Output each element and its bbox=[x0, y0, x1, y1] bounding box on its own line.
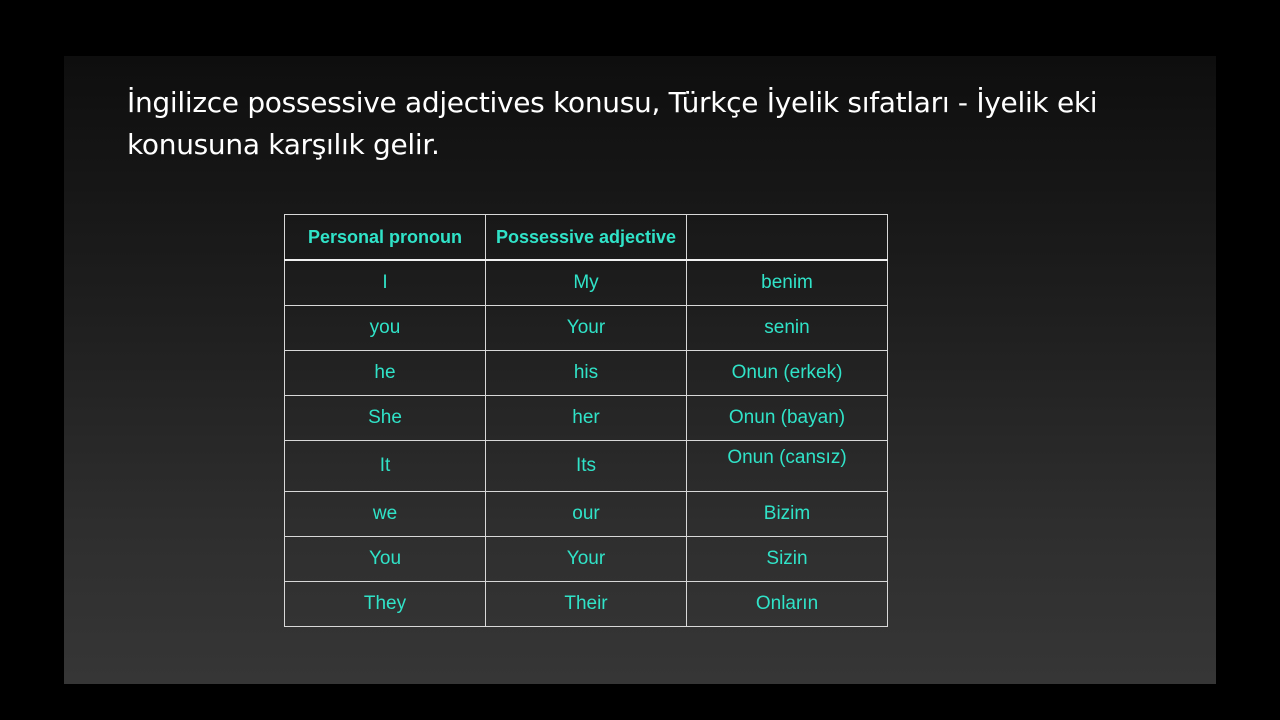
slide bbox=[64, 56, 1216, 684]
cell-possessive: Their bbox=[486, 582, 687, 627]
cell-pronoun: They bbox=[285, 582, 486, 627]
cell-possessive: his bbox=[486, 351, 687, 396]
possessive-adjectives-table bbox=[284, 214, 888, 627]
cell-possessive: her bbox=[486, 396, 687, 441]
table-row bbox=[285, 396, 888, 441]
cell-turkish: Bizim bbox=[687, 492, 888, 537]
cell-pronoun: I bbox=[285, 260, 486, 306]
table-row bbox=[285, 441, 888, 492]
cell-pronoun: we bbox=[285, 492, 486, 537]
cell-possessive: our bbox=[486, 492, 687, 537]
cell-pronoun: he bbox=[285, 351, 486, 396]
table-row bbox=[285, 351, 888, 396]
cell-pronoun: She bbox=[285, 396, 486, 441]
table-row bbox=[285, 537, 888, 582]
cell-possessive: My bbox=[486, 260, 687, 306]
cell-pronoun: You bbox=[285, 537, 486, 582]
cell-possessive: Your bbox=[486, 306, 687, 351]
table-row bbox=[285, 582, 888, 627]
heading-line-1: İngilizce possessive adjectives konusu, Türkçe İyelik sıfatları - İyelik eki bbox=[127, 86, 1098, 119]
cell-turkish: benim bbox=[687, 260, 888, 306]
cell-possessive: Its bbox=[486, 441, 687, 492]
cell-turkish: Onların bbox=[687, 582, 888, 627]
heading-line-2: konusuna karşılık gelir. bbox=[127, 128, 440, 161]
cell-turkish: Onun (cansız) bbox=[687, 441, 888, 492]
header-personal-pronoun: Personal pronoun bbox=[285, 215, 486, 261]
cell-turkish: Sizin bbox=[687, 537, 888, 582]
table-row bbox=[285, 492, 888, 537]
cell-turkish: senin bbox=[687, 306, 888, 351]
table-row bbox=[285, 260, 888, 306]
table-row bbox=[285, 306, 888, 351]
cell-possessive: Your bbox=[486, 537, 687, 582]
cell-turkish: Onun (bayan) bbox=[687, 396, 888, 441]
table-header-row bbox=[285, 215, 888, 261]
cell-pronoun: It bbox=[285, 441, 486, 492]
header-possessive-adjective: Possessive adjective bbox=[486, 215, 687, 261]
cell-pronoun: you bbox=[285, 306, 486, 351]
header-turkish bbox=[687, 215, 888, 261]
cell-turkish: Onun (erkek) bbox=[687, 351, 888, 396]
slide-heading bbox=[127, 82, 1147, 166]
